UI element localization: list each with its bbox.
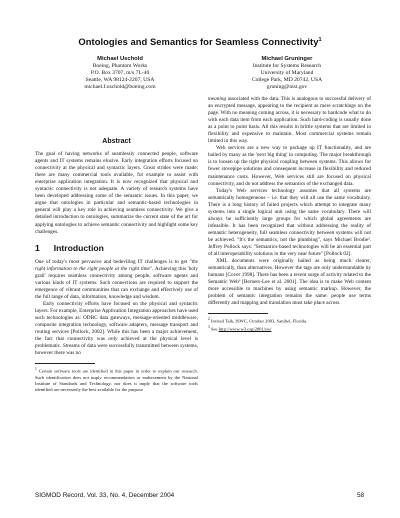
title-footnote-mark: 1 — [318, 36, 322, 43]
author-2 — [222, 56, 352, 91]
author-2-email: gruning@nist.gov — [266, 84, 308, 91]
author-1-affiliation: Boeing, Phantom Works — [92, 63, 148, 70]
author-2-name: Michael Gruninger — [261, 56, 313, 62]
left-column — [35, 138, 198, 392]
abstract-heading: Abstract — [102, 138, 131, 145]
intro-paragraph-2: Early connectivity efforts have focused on the physical and syntactic layers. For example, Enterprise Application Integration approaches have used such technologies as: ODBC data gateways, message-oriented middleware, composite integration technology, software adapters, message transport and routing services [Pollock, 2002]. While this has been a major achievement, the fact that connectivity was only achieved at the physical level is problematic. Streams of data were successfully transmitted between systems, however there was no — [35, 300, 198, 357]
body-paragraph-xml: XML documents were originally hailed as being much clearer, semantically, than alternatives. However the tags are only understandable by humans [Cover 1998]. There has been a recent surge of activity related to the Semantic Web³ [Berners-Lee et al. 2001]. The idea is to make Web content more accessible to machines by using semantic markup. However, the problem of semantic integration remains the same: people use terms differently and mapping and translation must take place across — [208, 258, 371, 307]
author-1-email: michael.f.uschold@boeing.com — [84, 84, 156, 91]
footnote-rule-right — [208, 313, 268, 314]
intro-paragraph-1: One of today's most pervasive and bedeviling IT challenges is to get "the right information to the right people at the right time". Achieving this 'holy grail' requires seamless connectivity among people, software agents and various kinds of IT systems. Such connections are required to support the emergence of vibrant communities that can exchange and effectively use of the full range of data, information, knowledge and wisdom. — [35, 258, 198, 300]
author-2-address-2: College Park, MD 20742, USA — [251, 77, 323, 84]
author-1-name: Michael Uschold — [97, 56, 143, 62]
paper-title: Ontologies and Semantics for Seamless Connectivity$^1$ — [78, 36, 322, 47]
footnote-2: $^2$ Invited Talk, ISWC, October 2003, Sanibel, Florida. — [208, 317, 308, 324]
section-1-heading: 1 Introduction — [35, 242, 104, 253]
author-1-address-2: Seattle, WA 98124-2207, USA — [85, 77, 155, 84]
footer-journal-info: SIGMOD Record, Vol. 33, No. 4, December 2004 — [35, 492, 175, 499]
author-1-address-1: P.O. Box 3707, m/s 7L-40 — [90, 70, 150, 77]
footnote-3: $^3$ See http://www.w3.org/2001/sw/ — [208, 324, 272, 332]
author-1 — [55, 56, 185, 91]
footnote-1: $^1$ Certain software tools are identified in this paper in order to explain our research. Such identification does not imply recommendation or endorsement by the National Institute of Standards and Technology, nor does it imply that the software tools identified are necessarily the best available for the purpose — [35, 367, 198, 392]
footer-page-number: 58 — [357, 492, 365, 499]
body-paragraph-semantic-heterogeneity: Today's Web services technology assumes that all systems are semantically homogeneous – i.e. that they will all use the same vocabulary. There is a long history of failed projects which attempt to integrate many systems into a single logical unit using the same vocabulary. There will always be sufficiently large groups for which global agreements are infeasible. It has been recognized that without addressing the reality of semantic heterogeneity, full seamless connectivity between systems will not be achieved. "It's the semantics, not the plumbing", says Michael Brodie². Jeffrey Pollock says: "Semantics-based technologies will be an essential part of all interoperability solutions in the very near future" [Pollock 02]. — [208, 187, 371, 258]
author-2-affiliation: Institute for Systems Research — [252, 63, 322, 70]
body-paragraph-web-services: Web services are a new way to package up IT functionality, and are hailed by many as the 'next big thing' in computing. The major breakthrough is to loosen up the tight physical coupling between systems. This allows for fewer stovepipe solutions and consequent increase in flexibility and reduced maintenance costs. However, Web services still are focused on physical connectivity, and do not address the semantics of the exchanged data. — [208, 145, 371, 187]
right-column — [208, 96, 371, 332]
author-2-address-1: University of Maryland — [260, 70, 314, 77]
abstract-text: The goal of having networks of seamlessly connected people, software agents and IT systems remains elusive. Early integration efforts focused on connectivity at the physical and syntactic layers. Great strides were made; there are many commercial tools available, for example to assist with enterprise application integration. It is now recognized that physical and syntactic connectivity is not adequate. A variety of research systems have been developed addressing some of the semantic issues. In this paper, we argue that ontologies in particular and semantic-based technologies in general will play a key role in achieving seamless connectivity. We give a detailed introduction to ontologies, summarize the current state of the art for applying ontologies to achieve semantic connectivity and highlight some key challenges. — [35, 151, 198, 235]
footnote-3-link[interactable]: http://www.w3.org/2001/sw/ — [218, 326, 272, 332]
body-paragraph-meaning: meaning associated with the data. This is analogous to successful delivery of an encrypted message, appearing to the recipient as mere scratchings on the page. With no meaning coming across, it is necessary to hardcode what to do with each data item from each application. Such hard-coding is usually done as a point to point basis. All this results in brittle systems that are limited in flexibility and expensive to maintain. Most commercial systems remain limited in this way. — [208, 96, 371, 145]
footnote-rule-left — [35, 363, 95, 364]
